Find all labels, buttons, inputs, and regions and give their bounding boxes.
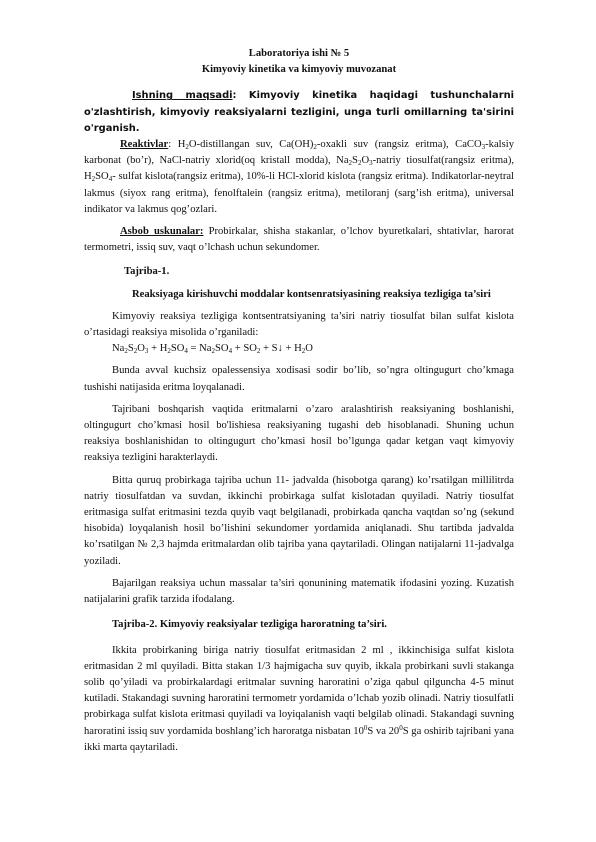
- page-title: Laboratoriya ishi № 5: [248, 48, 350, 59]
- reagents-text: -oxakli suv (rangsiz eritma), CaCO: [316, 139, 482, 151]
- reagents-label: Reaktivlar: [120, 139, 169, 151]
- experiment-1-paragraph: Kimyoviy reaksiya tezligiga kontsentratsiyaning ta’siri natriy tiosulfat bilan sulfat kislota o’rtasidagi reaksiya misolida o’rganiladi:: [84, 310, 514, 339]
- subscript: 2: [167, 347, 171, 356]
- equipment-paragraph: [84, 224, 514, 256]
- subscript: 2: [211, 347, 216, 356]
- subscript: 2: [185, 143, 189, 152]
- subscript: 2: [133, 347, 138, 356]
- equation-part: + S↓ + H: [260, 343, 302, 355]
- reaction-equation: [84, 341, 514, 357]
- subscript: 2: [313, 143, 317, 152]
- superscript: 0: [399, 723, 403, 732]
- subscript: 2: [256, 347, 261, 356]
- subscript: 4: [108, 175, 113, 184]
- equation-part: + SO: [232, 343, 257, 355]
- equation-part: SO: [170, 343, 185, 355]
- experiment-2-heading: Tajriba-2. Kimyoviy reaksiyalar tezligiga haroratning ta’siri.: [112, 619, 387, 631]
- experiment-1-subheading: Reaksiyaga kirishuvchi moddalar kontsenratsiyasining reaksiya tezligiga ta’siri: [132, 288, 491, 300]
- subscript: 2: [124, 347, 128, 356]
- subscript: 3: [144, 347, 149, 356]
- reagents-text: -natriy tiosulfat(rangsiz eritma), H: [84, 155, 515, 183]
- subscript: 2: [91, 175, 96, 184]
- goal-paragraph: [84, 88, 514, 137]
- subscript: 3: [369, 159, 373, 168]
- reagents-text: - sulfat kislota(rangsiz eritma), 10%-li HCl-xlorid kislota (rangsiz eritma). Indikatorlar-neytral lakmus (siyox rang eritma), fenolftalein (rangsiz eritma), metiloranj (sarg’ish eritma), universal indikator va lakmus qog’ozlari.: [84, 171, 514, 215]
- subscript: 4: [184, 347, 188, 356]
- subscript: 4: [228, 347, 233, 356]
- equation-part: Na: [112, 343, 125, 355]
- page-subtitle: Kimyoviy kinetika va kimyoviy muvozanat: [201, 64, 397, 76]
- experiment-1-paragraph: Tajribani boshqarish vaqtida eritmalarni o’zaro aralashtirish reaksiyaning boshlanishi, oltingugurt cho’kmasi hosil bo'lishiesa reaksiyaning tugashi deb hisoblanadi. Shuning uchun reaksiya boshlanishidan to oltingugurt cho’kmasi hosil bo’lgunga qadar ketgan vaqt kimyoviy reaksiya tezligini harakterlaydi.: [84, 403, 514, 464]
- reagents-paragraph: [84, 137, 514, 218]
- reagents-text: O-distillangan suv, Ca(OH): [188, 139, 314, 151]
- equation-part: + H: [148, 343, 168, 355]
- subscript: 2: [301, 347, 306, 356]
- experiment-2-paragraph: [84, 643, 514, 756]
- subscript: 2: [348, 159, 353, 168]
- document-page: [84, 46, 514, 756]
- reagents-text: -kalsiy karbonat (bo’r), NaCl-natriy xlorid(oq kristall modda), Na: [84, 139, 514, 167]
- goal-text: : Kimyoviy kinetika haqidagi tushunchalarni o'zlashtirish, kimyoviy reaksiyalarni tezligini, unga turli omillarning ta'sirini o'rganish.: [84, 90, 514, 134]
- reagents-text: S: [352, 155, 358, 167]
- subscript: 2: [357, 159, 362, 168]
- goal-label: Ishning maqsadi: [132, 90, 233, 102]
- equipment-text: Probirkalar, shisha stakanlar, o’lchov byuretkalari, shtativlar, harorat termometri, issiq suv, vaqt o’lchash uchun sekundomer.: [84, 226, 514, 254]
- experiment-1-heading: Tajriba-1.: [124, 266, 170, 278]
- equation-part: O: [305, 343, 313, 355]
- experiment-2-text: Ikkita probirkaning biriga natriy tiosulfat eritmasidan 2 ml , ikkinchisiga sulfat kislota eritmasidan 2 ml quyiladi. Bitta stakan 1/3 hajmigacha suv quyib, ikkala probirkani suvli stakanga solib qo’yiladi va probirkalardagi eritmalar suvning haroratini o’ziga qabul qilguncha 4-5 minut kutiladi. Stakandagi suvning haroratini termometr yordamida o’lchab yozib olinadi. Natriy tiosulfatli probirkaga sulfat kislota eritmasi quyiladi va loyiqalanish vaqti belgilab olinadi. Stakandagi suvning haroratini issiq suv yordamida boshlang’ich haroratga nisbatan 10: [84, 644, 514, 737]
- equation-part: S: [127, 343, 134, 355]
- experiment-1-paragraph: Bitta quruq probirkaga tajriba uchun 11- jadvalda (hisobotga qarang) ko’rsatilgan millilitrda natriy tiosulfatdan va suvdan, ikkinchi probirkaga sulfat kislotadan quyiladi. Natriy tiosulfat eritmasiga sulfat eritmasini tezda quyib vaqt belgilanadi, probirkada qancha vaqtdan so’ng (sekund hisobida) loyqalanish hosil bo’lishini sekundomer yordamida aniqlanadi. Shu tartibda jadvalda ko’rsatilgan № 2,3 hajmda eritmalardan olib tajriba yana qaytariladi. Olingan natijalarni 11-jadvalga yoziladi.: [84, 474, 514, 567]
- subscript: 3: [481, 143, 486, 152]
- reagents-text: SO: [95, 171, 109, 183]
- experiment-2-text: S ga oshirib tajribani yana ikki marta qaytariladi.: [84, 725, 514, 753]
- experiment-1-paragraph: Bajarilgan reaksiya uchun massalar ta’siri qonunining matematik ifodasini yozing. Kuzatish natijalarini grafik tarzida ifodalang.: [84, 577, 514, 606]
- superscript: 0: [363, 723, 368, 732]
- equation-part: = Na: [187, 343, 212, 355]
- reagents-text: : H: [168, 139, 186, 151]
- equation-part: O: [137, 343, 145, 355]
- reagents-text: O: [361, 155, 370, 167]
- experiment-2-text: S va 20: [367, 725, 400, 737]
- experiment-1-paragraph: Bunda avval kuchsiz opalessensiya xodisasi sodir bo’lib, so’ngra oltingugurt cho’kmaga tushishi natijasida eritma loyqalanadi.: [84, 365, 514, 393]
- equation-part: SO: [215, 343, 229, 355]
- equipment-label: Asbob uskunalar:: [120, 226, 204, 238]
